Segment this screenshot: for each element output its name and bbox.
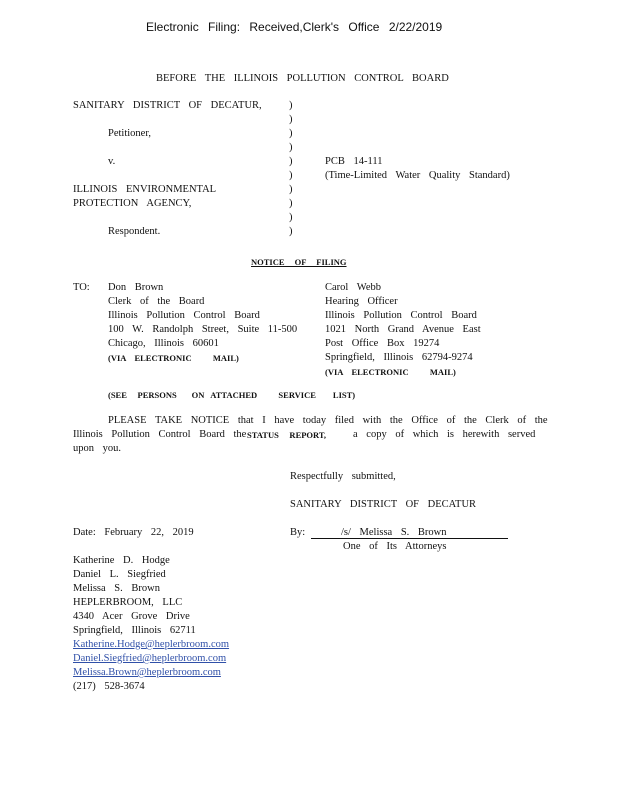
- body-line: PLEASE TAKE NOTICE that I have today filed with the Office of the Clerk of the: [108, 415, 548, 426]
- paren: ): [289, 114, 293, 125]
- body-line: Illinois Pollution Control Board the: [73, 429, 247, 440]
- signature: /s/ Melissa S. Brown: [341, 527, 447, 538]
- respondent-label: Respondent.: [108, 226, 161, 237]
- recipient-line: Don Brown: [108, 282, 164, 293]
- recipient-line: Illinois Pollution Control Board: [325, 310, 477, 321]
- recipient-line: Chicago, Illinois 60601: [108, 338, 219, 349]
- recipient-via: (VIA ELECTRONIC MAIL): [108, 353, 239, 363]
- attorney-line: 4340 Acer Grove Drive: [73, 611, 190, 622]
- recipient-line: Clerk of the Board: [108, 296, 205, 307]
- paren: ): [289, 226, 293, 237]
- recipient-line: Carol Webb: [325, 282, 381, 293]
- email-link[interactable]: Melissa.Brown@heplerbroom.com: [73, 667, 221, 678]
- notice-of-filing-title: NOTICE OF FILING: [251, 257, 347, 267]
- electronic-filing-header: Electronic Filing: Received,Clerk's Office 2/22/2019: [146, 20, 443, 34]
- closing: Respectfully submitted,: [290, 471, 396, 482]
- attorney-line: Springfield, Illinois 62711: [73, 625, 196, 636]
- recipient-line: 1021 North Grand Avenue East: [325, 324, 481, 335]
- attorney-role: One of Its Attorneys: [343, 541, 447, 552]
- signature-line: [311, 538, 508, 539]
- recipient-line: Hearing Officer: [325, 296, 398, 307]
- body-line: a copy of which is herewith served: [353, 429, 536, 440]
- document-title: BEFORE THE ILLINOIS POLLUTION CONTROL BOARD: [156, 73, 449, 84]
- email-link[interactable]: Daniel.Siegfried@heplerbroom.com: [73, 653, 227, 664]
- attorney-line: Daniel L. Siegfried: [73, 569, 166, 580]
- email-link[interactable]: Katherine.Hodge@heplerbroom.com: [73, 639, 230, 650]
- body-line: upon you.: [73, 443, 121, 454]
- respondent-name-line2: PROTECTION AGENCY,: [73, 198, 192, 209]
- case-number: PCB 14-111: [325, 156, 383, 167]
- recipient-via: (VIA ELECTRONIC MAIL): [325, 367, 456, 377]
- paren: ): [289, 170, 293, 181]
- recipient-line: Illinois Pollution Control Board: [108, 310, 260, 321]
- status-report-label: STATUS REPORT,: [247, 430, 327, 440]
- service-list-note: (SEE PERSONS ON ATTACHED SERVICE LIST): [108, 390, 356, 400]
- date-line: Date: February 22, 2019: [73, 527, 194, 538]
- attorney-line: HEPLERBROOM, LLC: [73, 597, 183, 608]
- paren: ): [289, 198, 293, 209]
- paren: ): [289, 156, 293, 167]
- paren: ): [289, 128, 293, 139]
- paren: ): [289, 100, 293, 111]
- firm-signature: SANITARY DISTRICT OF DECATUR: [290, 499, 477, 510]
- attorney-line: Katherine D. Hodge: [73, 555, 170, 566]
- by-label: By:: [290, 527, 306, 538]
- phone-number: (217) 528-3674: [73, 681, 145, 692]
- paren: ): [289, 142, 293, 153]
- recipient-line: Springfield, Illinois 62794-9274: [325, 352, 473, 363]
- respondent-name-line1: ILLINOIS ENVIRONMENTAL: [73, 184, 217, 195]
- versus-label: v.: [108, 156, 116, 167]
- recipient-line: 100 W. Randolph Street, Suite 11-500: [108, 324, 298, 335]
- petitioner-label: Petitioner,: [108, 128, 152, 139]
- recipient-line: Post Office Box 19274: [325, 338, 440, 349]
- case-subject: (Time-Limited Water Quality Standard): [325, 170, 510, 181]
- petitioner-name: SANITARY DISTRICT OF DECATUR,: [73, 100, 262, 111]
- to-label: TO:: [73, 282, 90, 293]
- attorney-line: Melissa S. Brown: [73, 583, 160, 594]
- paren: ): [289, 212, 293, 223]
- paren: ): [289, 184, 293, 195]
